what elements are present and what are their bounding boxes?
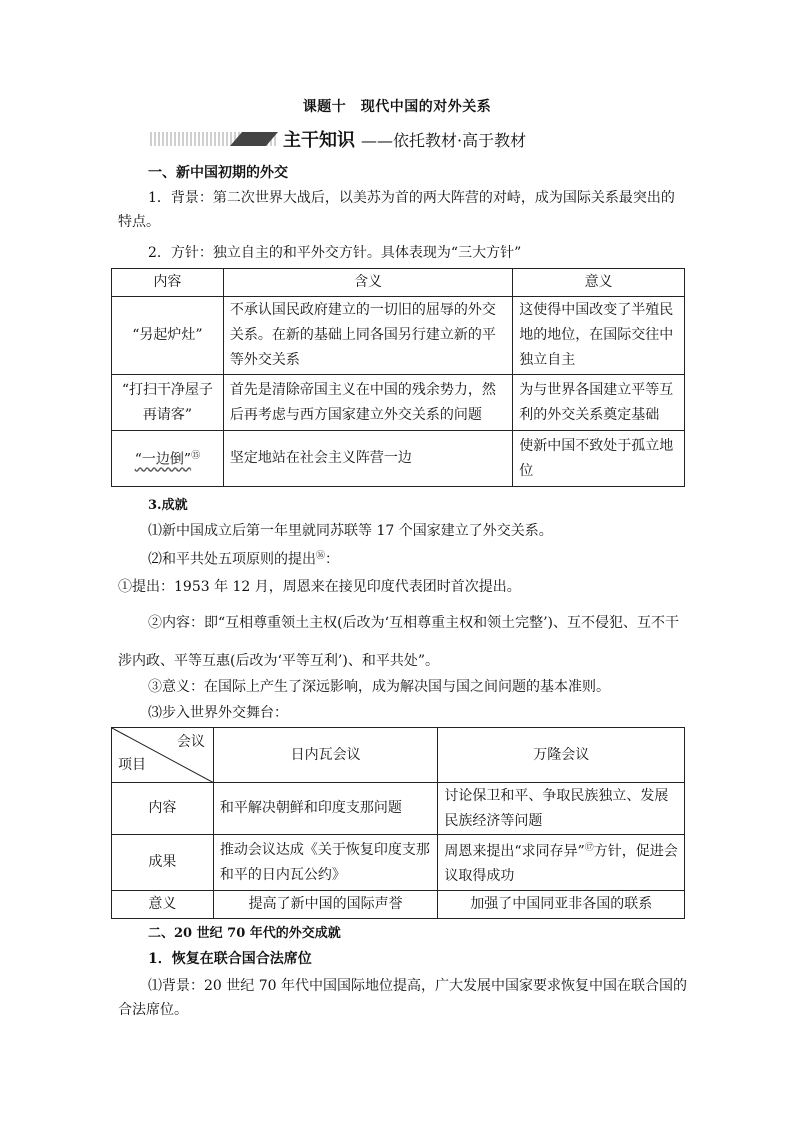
yibiandao-text: “一边倒” bbox=[134, 451, 192, 468]
table-cell: 使新中国不致处于孤立地位 bbox=[513, 431, 685, 487]
page-title: 课题十 现代中国的对外关系 bbox=[302, 99, 492, 115]
table-corner-cell bbox=[112, 728, 214, 783]
table-cell: 坚定地站在社会主义阵营一边 bbox=[223, 431, 512, 487]
policy-table bbox=[111, 268, 685, 487]
section-banner bbox=[150, 126, 620, 154]
table-header: 万隆会议 bbox=[438, 728, 685, 783]
footnote-marker: ⑮ bbox=[191, 451, 201, 462]
achievement-3: ⑶步入世界外交舞台： bbox=[148, 705, 288, 721]
table-header: 日内瓦会议 bbox=[213, 728, 438, 783]
banner-sub-label: ——依托教材·高于教材 bbox=[361, 131, 527, 150]
achievement-1: ⑴新中国成立后第一年里就同苏联等 17 个国家建立了外交关系。 bbox=[148, 523, 553, 539]
table-cell: 提高了新中国的国际声誉 bbox=[213, 891, 438, 919]
table-cell bbox=[112, 431, 224, 487]
table-cell: 加强了中国同亚非各国的联系 bbox=[438, 891, 685, 919]
table-cell: 和平解决朝鲜和印度支那问题 bbox=[213, 783, 438, 835]
principle-proposal: ①提出：1953 年 12 月，周恩来在接见印度代表团时首次提出。 bbox=[118, 579, 521, 595]
table-row-label: 意义 bbox=[112, 891, 214, 919]
bandung-result-tail: 方针，促进会议取得成功 bbox=[444, 843, 678, 885]
footnote-marker: ⑰ bbox=[584, 842, 594, 853]
bandung-result-text: 周恩来提出“求同存异” bbox=[444, 843, 585, 860]
principle-content: ②内容：即“互相尊重领土主权(后改为‘互相尊重主权和领土完整’)、互不侵犯、互不干涉内政、平等互惠(后改为‘平等互利’)、和平共处”。 bbox=[118, 615, 679, 669]
table-row-label: 内容 bbox=[112, 783, 214, 835]
table-cell: 首先是清除帝国主义在中国的残余势力，然后再考虑与西方国家建立外交关系的问题 bbox=[223, 375, 512, 431]
banner-main-label: 主干知识 bbox=[283, 130, 355, 151]
achievements-heading: 3.成就 bbox=[148, 498, 188, 513]
achievement-2-colon: ： bbox=[325, 551, 340, 568]
section-heading-1: 一、新中国初期的外交 bbox=[148, 165, 288, 181]
table-cell: 这使得中国改变了半殖民地的地位，在国际交往中独立自主 bbox=[513, 297, 685, 375]
table-cell bbox=[438, 835, 685, 891]
table-header: 含义 bbox=[223, 269, 512, 297]
table-header: 内容 bbox=[112, 269, 224, 297]
conference-table bbox=[111, 727, 685, 919]
corner-label-bottom: 项目 bbox=[118, 757, 146, 773]
footnote-marker: ⑯ bbox=[316, 551, 326, 561]
paragraph-policy: 2．方针：独立自主的和平外交方针。具体表现为“三大方针” bbox=[148, 245, 522, 261]
table-cell: 不承认国民政府建立的一切旧的屈辱的外交关系。在新的基础上同各国另行建立新的平等外交关系 bbox=[223, 297, 512, 375]
section-heading-2: 二、20 世纪 70 年代的外交成就 bbox=[148, 926, 341, 941]
achievement-2-text: ⑵和平共处五项原则的提出 bbox=[148, 551, 316, 568]
principle-significance: ③意义：在国际上产生了深远影响，成为解决国与国之间问题的基本准则。 bbox=[148, 679, 610, 695]
un-seat-background: ⑴背景：20 世纪 70 年代中国国际地位提高，广大发展中国家要求恢复中国在联合国的合法席位。 bbox=[118, 978, 687, 1018]
table-row-label: 成果 bbox=[112, 835, 214, 891]
corner-label-top: 会议 bbox=[176, 734, 205, 750]
table-header: 意义 bbox=[513, 269, 685, 297]
un-seat-heading: 1．恢复在联合国合法席位 bbox=[148, 951, 312, 967]
table-cell: “打扫干净屋子再请客” bbox=[112, 375, 224, 431]
table-cell: 推动会议达成《关于恢复印度支那和平的日内瓦公约》 bbox=[213, 835, 438, 891]
paragraph-background: 1．背景：第二次世界大战后，以美苏为首的两大阵营的对峙，成为国际关系最突出的特点。 bbox=[118, 190, 675, 230]
table-cell: 讨论保卫和平、争取民族独立、发展民族经济等问题 bbox=[438, 783, 685, 835]
table-cell: “另起炉灶” bbox=[112, 297, 224, 375]
table-cell: 为与世界各国建立平等互利的外交关系奠定基础 bbox=[513, 375, 685, 431]
achievement-2 bbox=[148, 548, 339, 569]
